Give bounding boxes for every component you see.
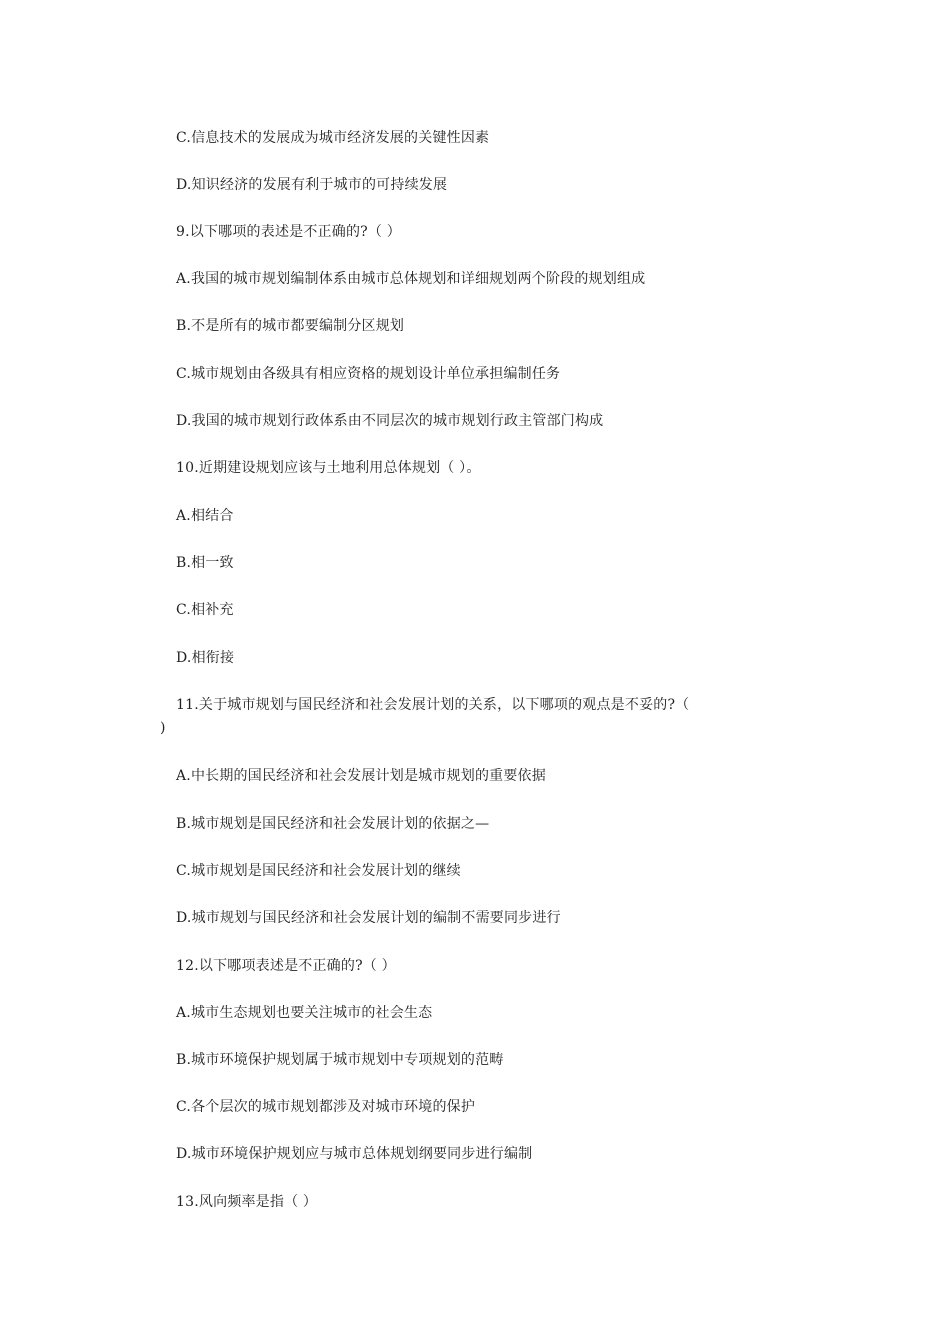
question-11: 11.关于城市规划与国民经济和社会发展计划的关系，以下哪项的观点是不妥的?（: [176, 697, 690, 713]
option-12b: B.城市环境保护规划属于城市规划中专项规划的范畴: [176, 1052, 504, 1068]
question-13: 13.风向频率是指（ ）: [176, 1194, 318, 1210]
question-9: 9.以下哪项的表述是不正确的?（ ）: [176, 224, 401, 240]
option-12a: A.城市生态规划也要关注城市的社会生态: [176, 1005, 433, 1021]
option-10d: D.相衔接: [176, 650, 235, 666]
option-12d: D.城市环境保护规划应与城市总体规划纲要同步进行编制: [176, 1146, 533, 1162]
option-10a: A.相结合: [176, 508, 234, 524]
question-12: 12.以下哪项表述是不正确的?（ ）: [176, 958, 396, 974]
option-11b: B.城市规划是国民经济和社会发展计划的依据之—: [176, 816, 490, 832]
option-8c: C.信息技术的发展成为城市经济发展的关键性因素: [176, 130, 490, 146]
option-12c: C.各个层次的城市规划都涉及对城市环境的保护: [176, 1099, 476, 1115]
option-9a: A.我国的城市规划编制体系由城市总体规划和详细规划两个阶段的规划组成: [176, 271, 646, 287]
option-9d: D.我国的城市规划行政体系由不同层次的城市规划行政主管部门构成: [176, 413, 604, 429]
option-9c: C.城市规划由各级具有相应资格的规划设计单位承担编制任务: [176, 366, 561, 382]
option-10c: C.相补充: [176, 602, 234, 618]
question-11-continuation: ): [160, 720, 166, 736]
option-9b: B.不是所有的城市都要编制分区规划: [176, 318, 405, 334]
option-11d: D.城市规划与国民经济和社会发展计划的编制不需要同步进行: [176, 910, 561, 926]
option-8d: D.知识经济的发展有利于城市的可持续发展: [176, 177, 448, 193]
option-11c: C.城市规划是国民经济和社会发展计划的继续: [176, 863, 461, 879]
question-10: 10.近期建设规划应该与土地利用总体规划（ ）。: [176, 460, 481, 476]
option-10b: B.相一致: [176, 555, 234, 571]
option-11a: A.中长期的国民经济和社会发展计划是城市规划的重要依据: [176, 768, 546, 784]
